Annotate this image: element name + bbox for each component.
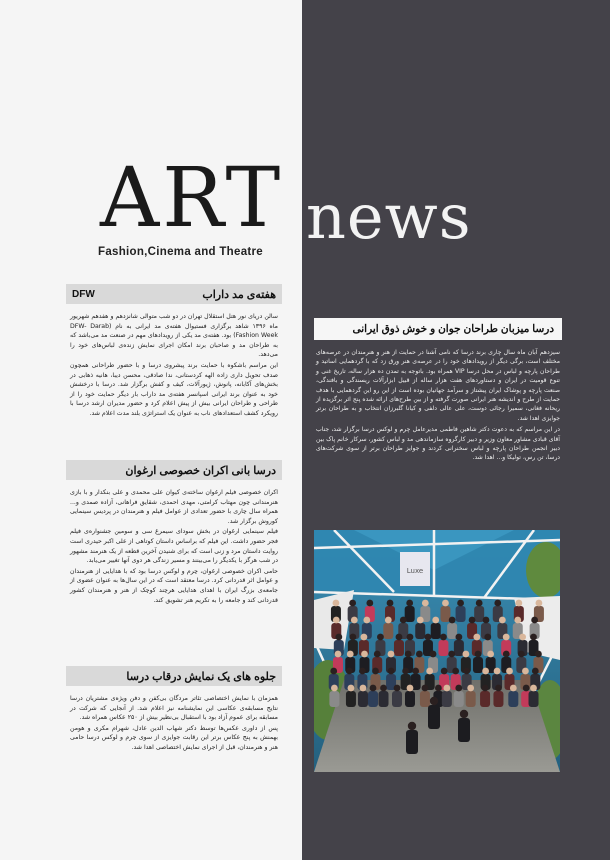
photo-person-head — [335, 651, 342, 658]
photo-person-head — [514, 617, 521, 624]
section-body — [66, 304, 282, 456]
photo-person-head — [407, 685, 414, 692]
section-header-arghavan — [66, 460, 282, 480]
photo-person-head — [455, 634, 462, 641]
photo-person-head — [425, 634, 432, 641]
photo-person-head — [360, 685, 367, 692]
photo-person-head — [331, 685, 338, 692]
photo-person-head — [531, 617, 538, 624]
photo-person-head — [348, 685, 355, 692]
section-title: درسا بانی اکران خصوصی ارغوان — [125, 464, 276, 477]
photo-person-head — [422, 685, 429, 692]
photo-person-head — [484, 634, 491, 641]
photo-person-head — [412, 668, 419, 675]
photo-person — [394, 640, 404, 656]
paragraph: حامی اکران خصوصی ارغوان، چرم و لوکس درسا بود که با هدایایی از هنرمندان و عوامل اثر قدردانی کرد. درسا معتقد است که در این سال‌ها به عنوان عضوی از جامعه‌ی بزرگ ایران با اهدای هدایایی هرچند کوچک از هنر و هنرمندان کشور قدردانی کند و جامعه را به تکریم هنر تشویق کند. — [70, 567, 278, 604]
photo-person-head — [506, 668, 513, 675]
photo-person-head — [467, 685, 474, 692]
photo-person — [420, 691, 430, 707]
photo-person-head — [396, 634, 403, 641]
paragraph: در این مراسم که به دعوت دکتر شاهین فاطمی مدیرعامل چرم و لوکس درسا برگزار شد، جناب آقای قبادی مشاور معاون وزیر و دبیر کارگروه سازماندهی مد و لباس کشور، سرکار خانم پاک بین دبیر انجمن طراحان پارچه و لباس سخنرانی کردند و جوایز طراحان برتر از سوی شرکت‌های درسا، تن رس، تولیکا و... اهدا شد. — [316, 426, 560, 462]
paragraph: فیلم سینمایی ارغوان در بخش سودای سیمرغ سی و سومین جشنواره‌ی فیلم فجر حضور داشت. این فیلم که براساس داستان کوتاهی از علی اکبر حیدری است روایت داستان مرد و زنی است که برای شنیدن آخرین قطعه از یک هنرمند مشهور در شب هرگز با یکدیگر را می‌بینند و مسیر زندگی هر دوی آنها تغییر می‌یابد. — [70, 528, 278, 565]
right-column — [314, 318, 562, 465]
photo-person-head — [495, 685, 502, 692]
banner-text: Luxe — [406, 567, 424, 575]
photo-person-head — [388, 651, 395, 658]
photo-person-head — [475, 651, 482, 658]
photo-person-head — [440, 634, 447, 641]
photo-person-head — [374, 651, 381, 658]
photo-person-head — [448, 651, 455, 658]
photo-person-head — [400, 617, 407, 624]
photo-person — [431, 623, 441, 639]
photo-person — [379, 691, 389, 707]
photo-person-head — [407, 634, 414, 641]
photo-person-head — [494, 600, 501, 607]
paragraph: این مراسم باشکوه با حمایت برند پیشروی درسا و با حضور طراحانی همچون صدف تحویل داری زاده الهه کردستانی، ندا صادقی، محسن دیبا، هانیه ذهابی در بخش‌های آکابانه، پانوش، ژیورآلات، کیف و کفش برگزار شد. درسا با درخشش خود به عنوان برند ایرانی اسپانسر هفته‌ی مد داراب بار دیگر حمایت خود را از طراحی و طراحان ایرانی بیش از پیش اعلام کرد و حضور مدیران ارشد درسا با رویکرد کشف استعدادهای ناب به عنوان یک استراتژی بلند مدت اعلام شد. — [70, 361, 278, 417]
photo-person-head — [430, 697, 438, 705]
photo-person-head — [536, 600, 543, 607]
event-group-photo — [314, 530, 560, 772]
photo-person-head — [333, 617, 340, 624]
section-body — [66, 686, 282, 753]
photo-person — [329, 691, 339, 707]
photo-person-head — [469, 617, 476, 624]
left-column — [66, 284, 282, 754]
photo-person — [415, 623, 425, 639]
photo-person-head — [330, 668, 337, 675]
photo-person-head — [408, 722, 416, 730]
photo-illustration — [314, 530, 560, 772]
section-tag: DFW — [72, 288, 95, 300]
photo-person-head — [361, 634, 368, 641]
photo-person-head — [405, 651, 412, 658]
masthead-subtitle: Fashion,Cinema and Theatre — [98, 246, 263, 258]
photo-person — [428, 705, 440, 729]
photo-person-head — [333, 600, 340, 607]
photo-person-head — [363, 617, 370, 624]
photo-person-head — [499, 617, 506, 624]
photo-person-head — [482, 668, 489, 675]
photo-person-head — [535, 651, 542, 658]
photo-person-head — [463, 668, 470, 675]
photo-person-head — [522, 668, 529, 675]
photo-person — [529, 691, 539, 707]
photo-person-head — [523, 685, 530, 692]
photo-person — [473, 657, 483, 673]
photo-person — [368, 691, 378, 707]
photo-person-head — [388, 668, 395, 675]
photo-person — [438, 640, 448, 656]
paragraph: پس از داوری عکس‌ها توسط دکتر شهاب الدین عادل، شهرام مکری و هومن بهمنش به پنج عکاس برتر این رقابت جوایزی از سوی چرم و لوکس درسا حامی هنر و هنرمندان، قبل از اجرای نمایش اختصاصی اهدا شد. — [70, 724, 278, 751]
photo-person — [458, 718, 470, 742]
paragraph: سالن دریای نور هتل استقلال تهران در دو شب متوالی شانزدهم و هفدهم شهریور ماه ۱۳۹۶ شاهد برگزاری فستیوال هفته‌ی مد ایرانی به نام (DFW- Darab Fashion Week) بود. هفته‌ی مد یکی از رویدادهای مهم در صنعت مد می‌باشد که به طراحان مد و صاحبان برند امکان اجرای نمایش زنده‌ی لباس‌های خود را می‌دهد. — [70, 313, 278, 359]
photo-person-head — [402, 668, 409, 675]
photo-person-head — [380, 685, 387, 692]
masthead-news: news — [306, 180, 472, 253]
photo-person — [493, 691, 503, 707]
photo-person — [454, 640, 464, 656]
photo-person-head — [455, 685, 462, 692]
section-title: جلوه های یک نمایش درقاب درسا — [126, 670, 276, 683]
photo-person — [480, 691, 490, 707]
photo-person-head — [487, 651, 494, 658]
photo-person-head — [483, 617, 490, 624]
photo-person-head — [370, 685, 377, 692]
section-header-dfw — [66, 284, 282, 304]
photo-person-head — [361, 651, 368, 658]
photo-person-head — [494, 668, 501, 675]
photo-person-head — [430, 651, 437, 658]
photo-person — [406, 730, 418, 754]
photo-person-head — [462, 651, 469, 658]
photo-person-head — [503, 651, 510, 658]
photo-person-head — [443, 685, 450, 692]
photo-person — [383, 623, 393, 639]
section-header-theatre — [66, 666, 282, 686]
photo-person-head — [366, 600, 373, 607]
photo-person-head — [426, 668, 433, 675]
photo-person-head — [510, 685, 517, 692]
photo-person — [405, 691, 415, 707]
photo-person-head — [482, 685, 489, 692]
photo-person-head — [387, 600, 394, 607]
section-title: هفته‌ی مد داراب — [202, 288, 276, 301]
photo-person-head — [515, 600, 522, 607]
paragraph: همزمان با نمایش اختصاصی تئاتر مردگان بی‌کفن و دفن ویژه‌ی مشتریان درسا نتایج مسابقه‌ی عکاسی این نمایشنامه نیز اعلام شد. از آنجایی که شرکت در مسابقه برای عموم آزاد بود با استقبال بی‌نظیر بیش از ۲۵۰ عکاس همراه شد. — [70, 695, 278, 722]
photo-person — [346, 691, 356, 707]
section-body — [66, 480, 282, 662]
photo-person-head — [530, 634, 537, 641]
photo-person — [358, 691, 368, 707]
photo-person-head — [519, 634, 526, 641]
photo-person-head — [349, 634, 356, 641]
photo-person — [466, 691, 476, 707]
photo-person — [392, 691, 402, 707]
photo-person-head — [335, 634, 342, 641]
right-article-title: درسا میزبان طراحان جوان و خوش ذوق ایرانی — [314, 318, 562, 340]
photo-person-head — [359, 668, 366, 675]
photo-person — [456, 606, 466, 622]
photo-person-head — [435, 685, 442, 692]
photo-person-head — [518, 651, 525, 658]
paragraph: اکران خصوصی فیلم ارغوان ساخته‌ی کیوان علی محمدی و علی بنکدار و با بازی هنرمندانی چون مهتاب کرامتی، مهدی احمدی، شقایق فراهانی، آزاده صمدی و... همراه سال چاری با حضور تعدادی از عوامل فیلم و هنرمندان در پردیس سینمایی کوروش برگزار شد. — [70, 489, 278, 525]
photo-person-head — [460, 710, 468, 718]
photo-person-head — [347, 651, 354, 658]
photo-person-head — [532, 668, 539, 675]
masthead-art: ART — [100, 151, 284, 246]
photo-person-head — [349, 600, 356, 607]
photo-person-head — [406, 600, 413, 607]
photo-person-head — [346, 668, 353, 675]
photo-person — [442, 691, 452, 707]
paragraph: سیزدهم آبان ماه سال چاری برند درسا که نامی آشنا در حمایت از هنر و هنرمندان در عرصه‌های مختلف است، برگی دیگر از رویدادهای خود را در عرصه‌ی هنر ورق زد که با گردهمایی اساتید و طراحان پارچه و لباس در محل درسا VIP همراه بود. باتوجه به تمدن ده هزار ساله، تاریخ غنی و تنوع قومیت در ایران و دستاوردهای هفت هزار ساله از قبیل ابزارآلات ریسندگی و بافندگی، صنعت پارچه و پوشاک ایران پیشتاز و سرآمد جهانیان بوده است از این رو این گردهمایی با هدف حمایت از طرح و اندیشه هنر ایرانی صورت گرفته و از بین طرح‌های ارائه شده پنج اثر برگزیده از ریحانه فغانی، سمیرا رجائی دوست، علی عالی دلفی و کیانا گلبرزان انتخاب و به طراحان برتر جوایزی اهدا شد. — [316, 349, 560, 422]
photo-person-head — [417, 617, 424, 624]
photo-person-head — [530, 685, 537, 692]
photo-person-head — [377, 634, 384, 641]
right-article-body — [314, 340, 562, 463]
photo-person-head — [372, 668, 379, 675]
photo-person-head — [422, 600, 429, 607]
photo-person-head — [385, 617, 392, 624]
photo-person-head — [416, 651, 423, 658]
photo-person-head — [473, 634, 480, 641]
photo-person-head — [394, 685, 401, 692]
photo-person-head — [452, 668, 459, 675]
photo-person-head — [432, 617, 439, 624]
photo-person-head — [351, 617, 358, 624]
photo-person-head — [476, 600, 483, 607]
photo-person — [508, 691, 518, 707]
photo-person — [454, 691, 464, 707]
photo-person-head — [442, 600, 449, 607]
photo-person-head — [449, 617, 456, 624]
photo-person-head — [457, 600, 464, 607]
photo-person-head — [441, 668, 448, 675]
photo-person-head — [503, 634, 510, 641]
